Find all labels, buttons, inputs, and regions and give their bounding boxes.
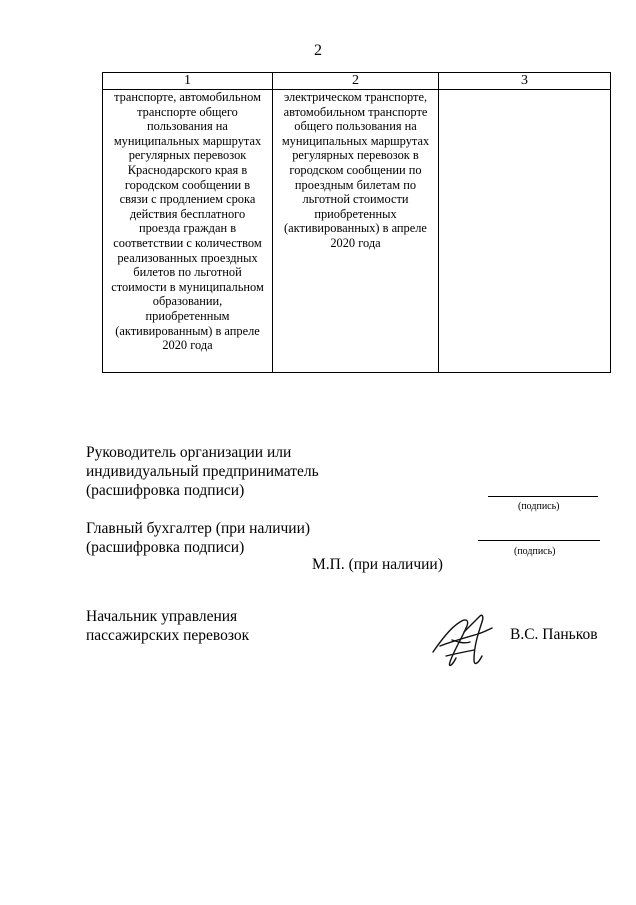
- cell-text-line: проезда граждан в: [138, 221, 237, 236]
- cell-text-line: регулярных перевозок: [128, 148, 247, 163]
- cell-text-line: муниципальных маршрутах: [281, 133, 430, 148]
- stamp-place-label: М.П. (при наличии): [312, 556, 443, 573]
- cell-text-line: льготной стоимости: [302, 192, 409, 207]
- cell-text-line: проездным билетам по: [294, 177, 417, 192]
- org-head-title-line1: Руководитель организации или: [86, 444, 292, 461]
- table-header-cell-2: 2: [273, 73, 439, 90]
- cell-text-line: электрическом транспорте,: [283, 90, 428, 104]
- chief-accountant-signature-line: [478, 540, 600, 541]
- org-head-decoding-label: (расшифровка подписи): [86, 482, 245, 499]
- cell-text-line: приобретенных: [314, 206, 397, 221]
- cell-text-line: приобретенным: [145, 308, 230, 323]
- cell-text-line: (активированным) в апреле: [115, 323, 260, 338]
- org-head-title-line2: индивидуальный предприниматель: [86, 463, 319, 480]
- table-header-cell-1: 1: [103, 73, 273, 90]
- cell-text-line: билетов по льготной: [133, 265, 242, 280]
- cell-text-line: образовании,: [152, 294, 223, 309]
- table-cell-col3: [439, 90, 611, 373]
- data-table: [102, 72, 611, 373]
- cell-text-line: 2020 года: [162, 338, 213, 353]
- chief-accountant-decoding-label: (расшифровка подписи): [86, 539, 245, 556]
- table-header-row: [103, 73, 611, 90]
- cell-text-line: стоимости в муниципальном: [111, 279, 264, 294]
- cell-text-line: регулярных перевозок в: [292, 148, 419, 163]
- table-cell-col2: [273, 90, 439, 373]
- org-head-signature-caption: (подпись): [518, 501, 560, 512]
- cell-text-line: Краснодарского края в: [127, 162, 248, 177]
- chief-accountant-signature-caption: (подпись): [514, 546, 556, 557]
- cell-text-line: (активированных) в апреле: [284, 221, 427, 236]
- table-cell-col1: [103, 90, 273, 373]
- cell-text-line: 2020 года: [330, 235, 381, 250]
- cell-text-line: городском сообщении по: [289, 162, 422, 177]
- cell-text-line: общего пользования на: [294, 119, 417, 134]
- handwritten-signature: [430, 612, 498, 670]
- org-head-signature-line: [488, 496, 598, 497]
- department-head-name: В.С. Паньков: [510, 626, 598, 643]
- cell-text-line: пользования на: [147, 119, 228, 134]
- cell-text-line: реализованных проездных: [117, 250, 258, 265]
- department-head-title-line1: Начальник управления: [86, 608, 238, 625]
- cell-text-line: действия бесплатного: [129, 206, 246, 221]
- page-number: 2: [314, 42, 322, 59]
- table-header-cell-3: 3: [439, 73, 611, 90]
- chief-accountant-title: Главный бухгалтер (при наличии): [86, 520, 311, 537]
- cell-text-line: соответствии с количеством: [113, 235, 262, 250]
- cell-text-line: связи с продлением срока: [119, 192, 256, 207]
- cell-text-line: транспорте, автомобильном: [114, 90, 261, 104]
- cell-text-line: транспорте общего: [137, 104, 238, 119]
- department-head-title-line2: пассажирских перевозок: [86, 627, 250, 644]
- cell-text-line: автомобильном транспорте: [283, 104, 428, 119]
- cell-text-line: городском сообщении в: [124, 177, 251, 192]
- cell-text-line: муниципальных маршрутах: [113, 133, 262, 148]
- table-row: [103, 90, 611, 373]
